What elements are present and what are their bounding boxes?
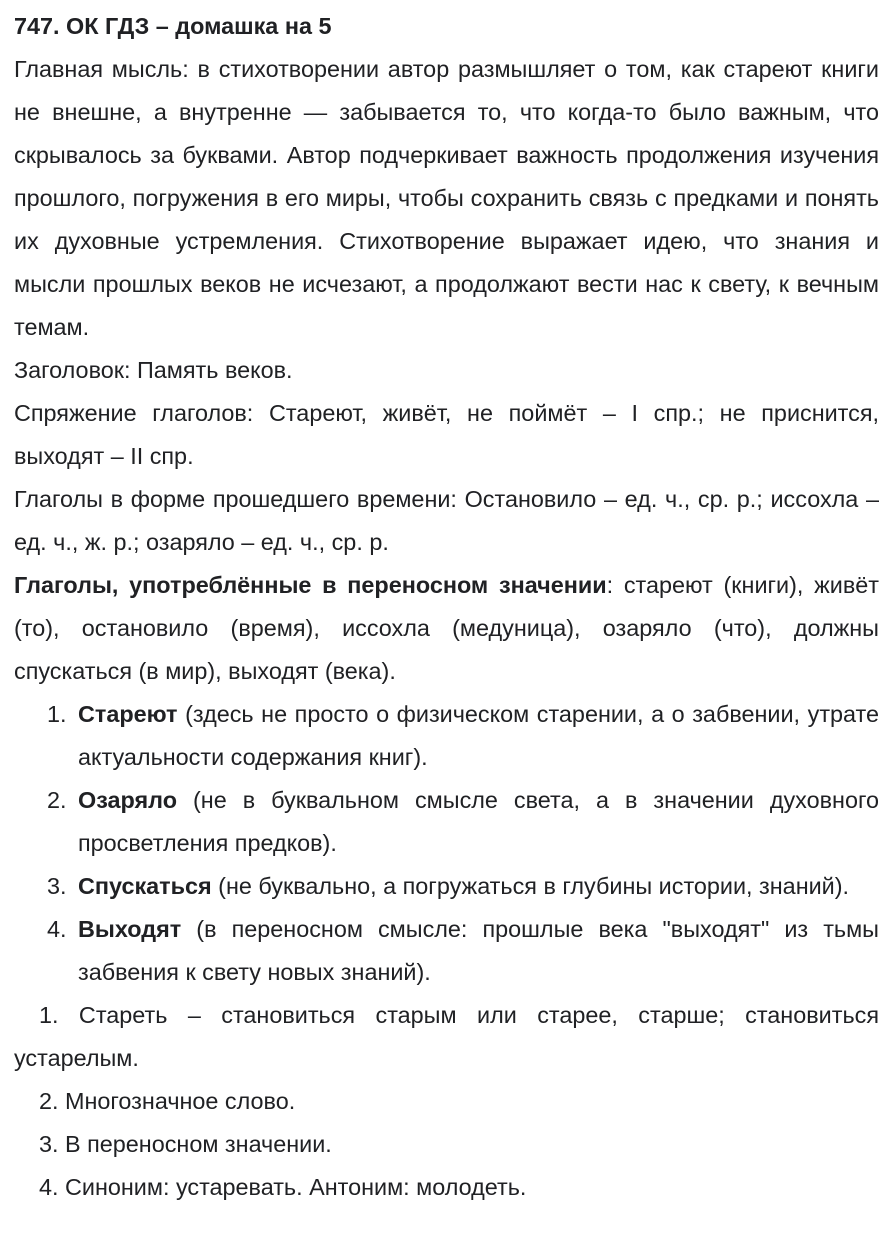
list-item-text: (здесь не просто о физическом старении, а о забвении, утрате актуальности содержания книг). bbox=[78, 701, 879, 770]
list-item-text: (не в буквальном смысле света, а в значении духовного просветления предков). bbox=[78, 787, 879, 856]
list-item-word: Спускаться bbox=[78, 873, 212, 899]
list-item bbox=[14, 908, 879, 994]
list-item-number: 1. bbox=[47, 701, 67, 727]
list-item-text: (в переносном смысле: прошлые века "выходят" из тьмы забвения к свету новых знаний). bbox=[78, 916, 879, 985]
word-note: 3. В переносном значении. bbox=[39, 1131, 332, 1157]
list-item bbox=[14, 779, 879, 865]
figurative-list bbox=[14, 693, 879, 994]
title-paragraph: Заголовок: Память веков. bbox=[14, 357, 293, 383]
figurative-paragraph bbox=[14, 564, 879, 693]
list-item bbox=[14, 865, 879, 908]
list-item-number: 3. bbox=[47, 873, 67, 899]
list-item-word: Выходят bbox=[78, 916, 182, 942]
word-note: 1. Стареть – становиться старым или старее, старше; становиться устарелым. bbox=[14, 1002, 879, 1071]
figurative-text: : стареют (книги), живёт (то), остановило (время), иссохла (медуница), озаряло (что), должны спускаться (в мир), выходят (века). bbox=[14, 572, 879, 684]
list-item-number: 2. bbox=[47, 787, 67, 813]
word-note: 4. Синоним: устаревать. Антоним: молодеть. bbox=[39, 1174, 527, 1200]
list-item-word: Озаряло bbox=[78, 787, 177, 813]
figurative-label: Глаголы, употреблённые в переносном значении bbox=[14, 572, 607, 598]
word-note: 2. Многозначное слово. bbox=[39, 1088, 296, 1114]
main-thought-paragraph: Главная мысль: в стихотворении автор размышляет о том, как стареют книги не внешне, а внутренне — забывается то, что когда-то было важным, что скрывалось за буквами. Автор подчеркивает важность продолжения изучения прошлого, погружения в его миры, чтобы сохранить связь с предками и понять их духовные устремления. Стихотворение выражает идею, что знания и мысли прошлых веков не исчезают, а продолжают вести нас к свету, к вечным темам. bbox=[14, 56, 879, 340]
past-tense-paragraph: Глаголы в форме прошедшего времени: Остановило – ед. ч., ср. р.; иссохла – ед. ч., ж. р.; озаряло – ед. ч., ср. р. bbox=[14, 486, 879, 555]
page-title: 747. ОК ГДЗ – домашка на 5 bbox=[14, 13, 332, 39]
list-item-word: Стареют bbox=[78, 701, 178, 727]
conjugation-paragraph: Спряжение глаголов: Стареют, живёт, не поймёт – I спр.; не приснится, выходят – II спр. bbox=[14, 400, 879, 469]
list-item-number: 4. bbox=[47, 916, 67, 942]
list-item-text: (не буквально, а погружаться в глубины истории, знаний). bbox=[211, 873, 850, 899]
list-item bbox=[14, 693, 879, 779]
